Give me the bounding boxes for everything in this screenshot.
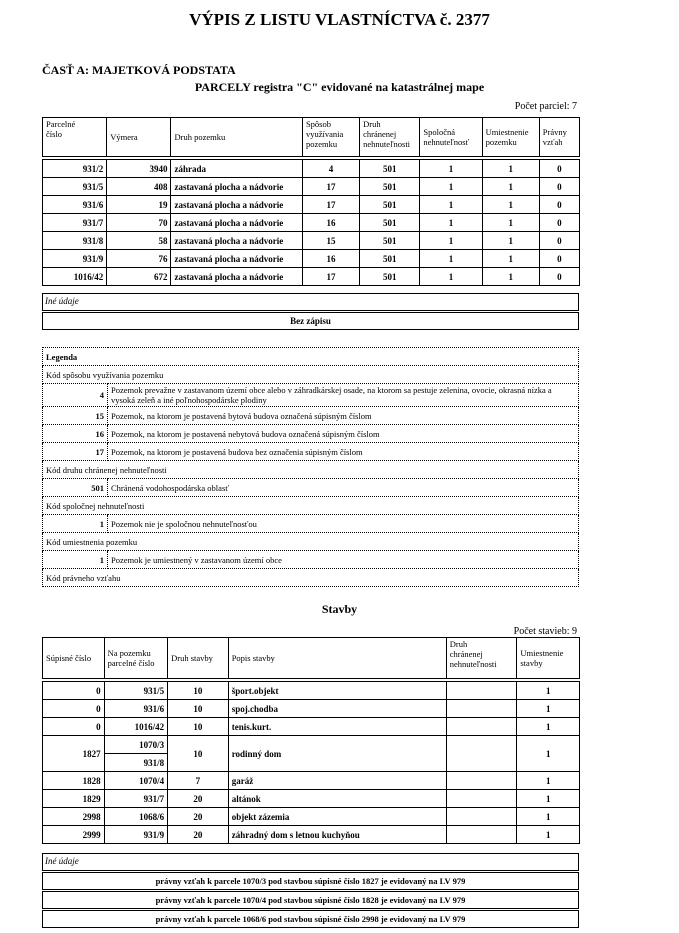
buildings-other-data-label: Iné údaje — [42, 853, 579, 871]
buildings-count: Počet stavieb: 9 — [513, 626, 577, 637]
no-record-value: Bez zápisu — [42, 312, 579, 330]
table-row: 1016/42 672 zastavaná plocha a nádvorie 17 501 1 1 0 — [43, 268, 580, 286]
buildings-heading: Stavby — [321, 602, 358, 616]
legend-table — [42, 347, 579, 587]
header-building-location: Umiestnenie stavby — [517, 638, 580, 679]
legal-note: právny vzťah k parcele 1070/4 pod stavbou súpisné číslo 1828 je evidovaný na LV 979 — [42, 891, 579, 909]
header-land-type: Druh pozemku — [171, 118, 302, 157]
list-item: 17 Pozemok, na ktorom je postavená budova bez označenia súpisným číslom — [43, 443, 579, 461]
header-usage: Spôsob využívania pozemku — [302, 118, 359, 157]
header-on-parcel: Na pozemku parcelné číslo — [104, 638, 168, 679]
parcels-heading: PARCELY registra "C" evidované na katastrálnej mape — [194, 80, 485, 94]
legal-note: právny vzťah k parcele 1068/6 pod stavbou súpisné číslo 2998 je evidovaný na LV 979 — [42, 910, 579, 928]
part-a-heading: ČASŤ A: MAJETKOVÁ PODSTATA — [42, 63, 236, 77]
legend-usage-heading: Kód spôsobu využívania pozemku — [43, 366, 579, 384]
legend-location-heading: Kód umiestnenia pozemku — [43, 533, 579, 551]
table-row: 931/2 3940 záhrada 4 501 1 1 0 — [43, 160, 580, 178]
table-row: 931/5 408 zastavaná plocha a nádvorie 17 501 1 1 0 — [43, 178, 580, 196]
header-building-protected: Druh chránenej nehnuteľnosti — [446, 638, 517, 679]
other-data-label: Iné údaje — [42, 293, 579, 311]
header-parcel-number: Parcelné číslo — [43, 118, 107, 157]
header-building-type: Druh stavby — [168, 638, 229, 679]
table-row: 1829 931/7 20 altánok 1 — [43, 790, 580, 808]
table-row: 1827 1070/3 10 rodinný dom 1 — [43, 736, 580, 754]
buildings-header-row — [43, 638, 580, 679]
table-row: 931/7 70 zastavaná plocha a nádvorie 16 501 1 1 0 — [43, 214, 580, 232]
header-protected: Druh chránenej nehnuteľnosti — [360, 118, 420, 157]
table-row: 931/8 — [43, 754, 580, 772]
header-building-description: Popis stavby — [228, 638, 446, 679]
parcel-count: Počet parciel: 7 — [514, 101, 577, 112]
list-item: 1 Pozemok nie je spoločnou nehnuteľnosťou — [43, 515, 579, 533]
header-legal: Právny vzťah — [539, 118, 579, 157]
table-row: 2999 931/9 20 záhradný dom s letnou kuchyňou 1 — [43, 826, 580, 844]
parcels-header-row — [43, 118, 580, 157]
header-area: Výmera — [107, 118, 171, 157]
buildings-table — [42, 637, 580, 844]
table-row: 931/6 19 zastavaná plocha a nádvorie 17 501 1 1 0 — [43, 196, 580, 214]
list-item: 15 Pozemok, na ktorom je postavená bytová budova označená súpisným číslom — [43, 407, 579, 425]
table-row: 0 931/5 10 šport.objekt 1 — [43, 682, 580, 700]
legend-title: Legenda — [43, 348, 579, 366]
header-register-number: Súpisné číslo — [43, 638, 105, 679]
header-location: Umiestnenie pozemku — [482, 118, 539, 157]
legend-common-heading: Kód spoločnej nehnuteľnosti — [43, 497, 579, 515]
list-item: 4 Pozemok prevažne v zastavanom území obce alebo v záhradkárskej osade, na ktorom sa pestuje zelenina, ovocie, okrasná nízka a vysoká zeleň a iné poľnohospodárske plodiny — [43, 384, 579, 407]
table-row: 931/8 58 zastavaná plocha a nádvorie 15 501 1 1 0 — [43, 232, 580, 250]
document-title: VÝPIS Z LISTU VLASTNÍCTVA č. 2377 — [189, 10, 490, 29]
list-item: 1 Pozemok je umiestnený v zastavanom území obce — [43, 551, 579, 569]
table-row: 1828 1070/4 7 garáž 1 — [43, 772, 580, 790]
header-common: Spoločná nehnuteľnosť — [420, 118, 482, 157]
legend-legal-heading: Kód právneho vzťahu — [43, 569, 579, 587]
table-row: 0 931/6 10 spoj.chodba 1 — [43, 700, 580, 718]
list-item: 16 Pozemok, na ktorom je postavená nebytová budova označená súpisným číslom — [43, 425, 579, 443]
legal-note: právny vzťah k parcele 1070/3 pod stavbou súpisné číslo 1827 je evidovaný na LV 979 — [42, 872, 579, 890]
table-row: 2998 1068/6 20 objekt zázemia 1 — [43, 808, 580, 826]
legend-protected-heading: Kód druhu chránenej nehnuteľnosti — [43, 461, 579, 479]
parcels-table — [42, 117, 580, 286]
table-row: 931/9 76 zastavaná plocha a nádvorie 16 501 1 1 0 — [43, 250, 580, 268]
table-row: 0 1016/42 10 tenis.kurt. 1 — [43, 718, 580, 736]
list-item: 501 Chránená vodohospodárska oblasť — [43, 479, 579, 497]
